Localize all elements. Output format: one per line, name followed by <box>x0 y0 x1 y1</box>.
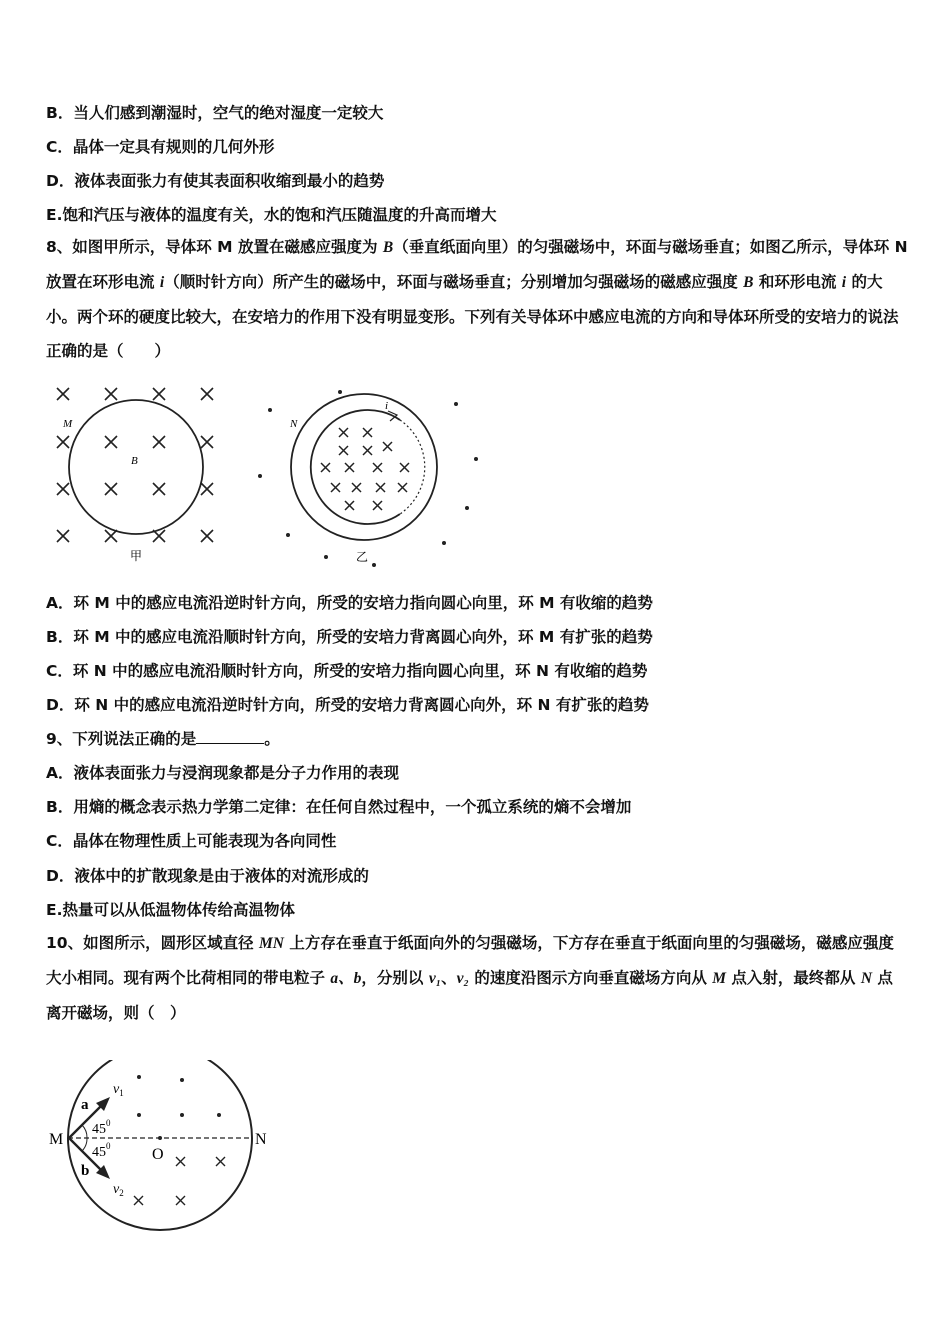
q8-option-a: A．环 M 中的感应电流沿逆时针方向，所受的安培力指向圆心向里，环 M 有收缩的趋势 <box>46 594 653 612</box>
q8-figure-jia <box>44 380 234 570</box>
caption-jia: 甲 <box>130 549 143 563</box>
q9-option-e: E.热量可以从低温物体传给高温物体 <box>46 901 295 919</box>
angle-upper-label: $45^0$ <box>92 1118 111 1137</box>
q7-option-d: D．液体表面张力有使其表面积收缩到最小的趋势 <box>46 172 385 190</box>
current-i-label: i <box>385 400 389 412</box>
angle-arc-lower <box>82 1138 87 1151</box>
particle-b-label: b <box>81 1163 90 1179</box>
q9-option-c: C．晶体在物理性质上可能表现为各向同性 <box>46 832 337 850</box>
q8-option-d: D．环 N 中的感应电流沿逆时针方向，所受的安培力背离圆心向外，环 N 有扩张的趋势 <box>46 696 649 714</box>
velocity-v1-label: $v_1$ <box>113 1082 124 1098</box>
q9-stem: 9、下列说法正确的是 。 <box>46 730 280 748</box>
q9-option-d: D．液体中的扩散现象是由于液体的对流形成的 <box>46 867 369 885</box>
lower-crosses <box>134 1157 225 1205</box>
caption-yi: 乙 <box>356 550 369 564</box>
answer-blank <box>196 729 264 744</box>
ring-m-label: M <box>63 418 73 430</box>
q7-option-b: B．当人们感到潮湿时，空气的绝对湿度一定较大 <box>46 104 384 122</box>
upper-dots <box>137 1075 221 1117</box>
angle-lower-label: $45^0$ <box>92 1141 111 1160</box>
ring-n-label: N <box>290 418 298 430</box>
q9-option-b: B．用熵的概念表示热力学第二定律：在任何自然过程中，一个孤立系统的熵不会增加 <box>46 798 632 816</box>
field-b-label: B <box>131 455 138 467</box>
q8-figure-yi <box>252 385 492 575</box>
velocity-v2-label: $v_2$ <box>113 1182 124 1198</box>
q8-option-c: C．环 N 中的感应电流沿顺时针方向，所受的安培力指向圆心向里，环 N 有收缩的趋势 <box>46 662 648 680</box>
inner-crosses <box>321 428 409 510</box>
q7-option-c: C．晶体一定具有规则的几何外形 <box>46 138 275 156</box>
angle-arc-upper <box>82 1125 87 1138</box>
q7-option-e: E.饱和汽压与液体的温度有关，水的饱和汽压随温度的升高而增大 <box>46 206 497 224</box>
point-n-label: N <box>255 1131 267 1148</box>
q10-figure <box>44 1060 284 1240</box>
particle-a-label: a <box>81 1097 89 1113</box>
center-o-dot <box>158 1136 162 1140</box>
q9-option-a: A．液体表面张力与浸润现象都是分子力作用的表现 <box>46 764 399 782</box>
q8-option-b: B．环 M 中的感应电流沿顺时针方向，所受的安培力背离圆心向外，环 M 有扩张的趋势 <box>46 628 653 646</box>
q8-stem: 8、如图甲所示，导体环 M 放置在磁感应强度为 B（垂直纸面向里）的匀强磁场中，环面与磁场垂直；如图乙所示，导体环 N 放置在环形电流 i（顺时针方向）所产生的磁场中，环面与磁场垂直；分别增加匀强磁场的磁感应强度 B 和环形电流 i 的大小。两个环的硬度比较大，在安培力的作用下没有明显变形。下列有关导体环中感应电流的方向和导体环所受的安培力的说法正确的是（ ） <box>46 238 908 360</box>
point-m-label: M <box>49 1131 64 1148</box>
ring-m <box>69 400 203 534</box>
center-o-label: O <box>152 1146 164 1163</box>
q10-stem: 10、如图所示，圆形区域直径 MN 上方存在垂直于纸面向外的匀强磁场，下方存在垂直于纸面向里的匀强磁场，磁感应强度大小相同。现有两个比荷相同的带电粒子 a、b，分别以 v₁、v₂ 的速度沿图示方向垂直磁场方向从 M 点入射，最终都从 N 点离开磁场，则（ ） <box>46 934 894 1022</box>
ring-n <box>291 394 437 540</box>
